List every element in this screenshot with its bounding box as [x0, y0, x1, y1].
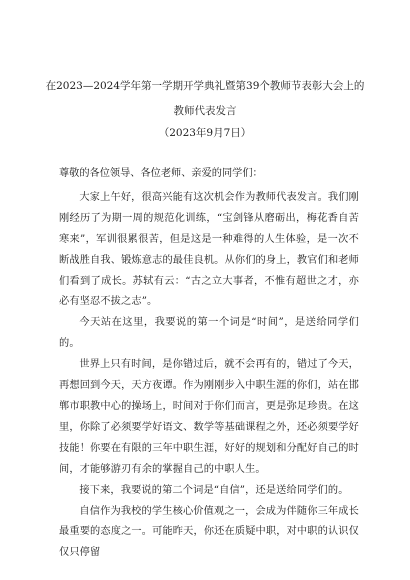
paragraph-confidence-detail: 自信作为我校的学生核心价值观之一，会成为伴随你三年成长最重要的态度之一。可能昨天，你还在质疑中职，对中职的认识仅仅只停留	[59, 505, 359, 559]
speech-title-line-2: 教师代表发言	[173, 105, 237, 117]
speech-body	[59, 164, 359, 564]
paragraph-opening: 大家上午好，很高兴能有这次机会作为教师代表发言。我们刚刚经历了为期一周的规范化训练，“宝剑锋从磨砺出，梅花香自苦寒来”，军训很累很苦，但是这是一种难得的人生体验，是一次不断战胜自我、锻炼意志的最佳良机。从你们的身上，教官们和老师们看到了成长。苏轼有云：“古之立大事者，不惟有超世之才，亦必有坚忍不拔之志”。	[59, 191, 359, 308]
salutation: 尊敬的各位领导、各位老师、亲爱的同学们：	[59, 168, 263, 179]
paragraph-time-detail: 世界上只有时间，是你错过后，就不会再有的，错过了今天，再想回到今天，天方夜谭。作为刚刚步入中职生涯的你们，站在邯郸市职教中心的操场上，时间对于你们而言，更是弥足珍贵。在这里，你除了必须要学好语文、数学等基础课程之外，还必须要学好技能！你要在有限的三年中职生涯，好好的规划和分配好自己的时间，才能够游刃有余的掌握自己的中职人生。	[59, 359, 359, 475]
paragraph-word-confidence-intro: 接下来，我要说的第二个词是“自信”，还是送给同学们的。	[79, 484, 349, 496]
paragraph-word-time-intro: 今天站在这里，我要说的第一个词是“时间”，是送给同学们的。	[59, 317, 359, 350]
speech-title-line-1: 在2023—2024学年第一学期开学典礼暨第39个教师节表彰大会上的	[45, 80, 365, 92]
speech-date: （2023年9月7日）	[158, 127, 252, 139]
